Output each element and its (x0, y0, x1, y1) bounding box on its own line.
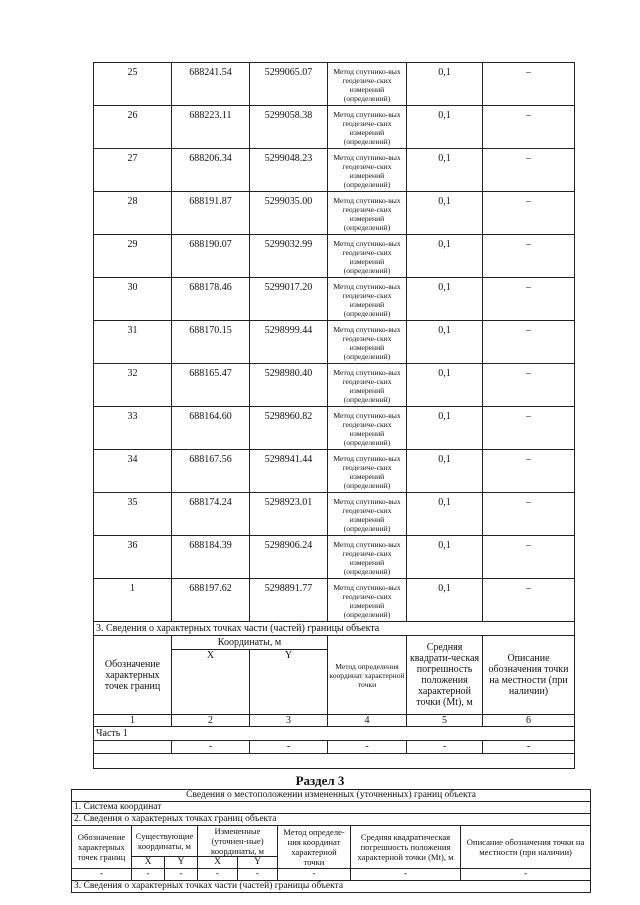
part-dash-precision: - (407, 741, 483, 754)
sec3-points-heading: 2. Сведения о характерных точках границ объекта (72, 814, 591, 826)
method-line-4: (определений) (343, 524, 391, 533)
method-line-1: Метод спутнико-вых (333, 67, 401, 76)
coordinate-x: 688191.87 (172, 192, 250, 235)
measurement-method (328, 364, 407, 407)
point-description: – (483, 149, 575, 192)
method-line-3: измерений (349, 386, 385, 395)
coordinate-x: 688190.07 (172, 235, 250, 278)
point-description: – (483, 450, 575, 493)
coordinate-y: 5298891.77 (250, 579, 328, 622)
point-description: – (483, 192, 575, 235)
method-line-1: Метод спутнико-вых (333, 325, 401, 334)
coordinate-x: 688184.39 (172, 536, 250, 579)
method-line-2: геодезиче-ских (342, 506, 392, 515)
changed-boundaries-table (71, 789, 591, 893)
sec3-existing-x: X (132, 857, 165, 869)
method-line-4: (определений) (343, 94, 391, 103)
header-description: Описание обозначения точки на местности (при наличии) (483, 636, 575, 715)
method-line-1: Метод спутнико-вых (333, 368, 401, 377)
precision-value: 0,1 (407, 579, 483, 622)
measurement-method (328, 106, 407, 149)
method-line-4: (определений) (343, 438, 391, 447)
method-line-3: измерений (349, 128, 385, 137)
point-number: 1 (94, 579, 172, 622)
method-line-3: измерений (349, 300, 385, 309)
point-number: 30 (94, 278, 172, 321)
method-line-2: геодезиче-ских (342, 377, 392, 386)
precision-value: 0,1 (407, 106, 483, 149)
sec3-line3-row (72, 881, 591, 893)
table-row (94, 278, 575, 321)
method-line-4: (определений) (343, 180, 391, 189)
method-line-3: измерений (349, 472, 385, 481)
header-precision: Средняя квадрати-ческая погрешность положения характерной точки (Mt), м (407, 636, 483, 715)
index-3: 3 (250, 715, 328, 727)
table-row (94, 63, 575, 106)
index-1: 1 (94, 715, 172, 727)
measurement-method (328, 235, 407, 278)
point-description: – (483, 321, 575, 364)
table-row (94, 235, 575, 278)
sec3-coord-system: 1. Система координат (72, 802, 591, 814)
point-description: – (483, 536, 575, 579)
sec3-header-precision: Средняя квадратическая погрешность положения характерной точки (Mt), м (351, 826, 461, 869)
coordinate-x: 688174.24 (172, 493, 250, 536)
sec3-dash-1: - (72, 869, 132, 881)
part-label-row (94, 727, 575, 741)
point-description: – (483, 235, 575, 278)
measurement-method (328, 536, 407, 579)
point-number: 32 (94, 364, 172, 407)
point-number: 29 (94, 235, 172, 278)
method-line-1: Метод спутнико-вых (333, 454, 401, 463)
method-line-2: геодезиче-ских (342, 463, 392, 472)
sec3-line2-row (72, 814, 591, 826)
coordinate-y: 5298999.44 (250, 321, 328, 364)
point-description: – (483, 63, 575, 106)
precision-value: 0,1 (407, 149, 483, 192)
table-row (94, 536, 575, 579)
sec3-header-row-1 (72, 826, 591, 857)
method-line-1: Метод спутнико-вых (333, 196, 401, 205)
measurement-method (328, 278, 407, 321)
measurement-method (328, 149, 407, 192)
method-line-3: измерений (349, 85, 385, 94)
precision-value: 0,1 (407, 235, 483, 278)
sec3-part-heading: 3. Сведения о характерных точках части (частей) границы объекта (72, 881, 591, 893)
precision-value: 0,1 (407, 493, 483, 536)
method-line-2: геодезиче-ских (342, 162, 392, 171)
method-line-4: (определений) (343, 309, 391, 318)
table-row (94, 106, 575, 149)
method-line-2: геодезиче-ских (342, 334, 392, 343)
sec3-existing-y: Y (165, 857, 198, 869)
method-line-1: Метод спутнико-вых (333, 239, 401, 248)
index-5: 5 (407, 715, 483, 727)
coordinate-y: 5299065.07 (250, 63, 328, 106)
point-description: – (483, 407, 575, 450)
point-number: 36 (94, 536, 172, 579)
point-description: – (483, 493, 575, 536)
point-number: 26 (94, 106, 172, 149)
header-method: Метод определения координат характерной точки (328, 636, 407, 715)
coordinate-y: 5299017.20 (250, 278, 328, 321)
part-dash-x: - (172, 741, 250, 754)
part-section-title: 3. Сведения о характерных точках части (частей) границы объекта (94, 622, 575, 636)
method-line-4: (определений) (343, 137, 391, 146)
coordinate-x: 688223.11 (172, 106, 250, 149)
table-row (94, 493, 575, 536)
header-y: Y (250, 650, 328, 715)
point-number: 34 (94, 450, 172, 493)
sec3-changed-x: X (198, 857, 238, 869)
method-line-3: измерений (349, 558, 385, 567)
method-line-4: (определений) (343, 395, 391, 404)
point-description: – (483, 278, 575, 321)
point-number: 28 (94, 192, 172, 235)
header-designation: Обозначение характерных точек границ (94, 636, 172, 715)
sec3-dash-2: - (132, 869, 165, 881)
method-line-4: (определений) (343, 481, 391, 490)
sec3-header-designation: Обозначение характерных точек границ (72, 826, 132, 869)
method-line-1: Метод спутнико-вых (333, 411, 401, 420)
coordinate-x: 688170.15 (172, 321, 250, 364)
point-description: – (483, 106, 575, 149)
part-empty-row (94, 741, 575, 754)
table-row (94, 450, 575, 493)
method-line-2: геодезиче-ских (342, 549, 392, 558)
method-line-2: геодезиче-ских (342, 248, 392, 257)
boundary-points-table (93, 62, 575, 769)
method-line-4: (определений) (343, 266, 391, 275)
sec3-caption-row (72, 790, 591, 802)
boundary-points-body (94, 63, 575, 769)
part-blank-row (94, 754, 575, 769)
method-line-4: (определений) (343, 567, 391, 576)
point-number: 33 (94, 407, 172, 450)
part-header-row-1 (94, 636, 575, 650)
measurement-method (328, 321, 407, 364)
sec3-line1-row (72, 802, 591, 814)
method-line-1: Метод спутнико-вых (333, 497, 401, 506)
method-line-3: измерений (349, 601, 385, 610)
precision-value: 0,1 (407, 192, 483, 235)
sec3-changed-y: Y (238, 857, 278, 869)
part-dash-y: - (250, 741, 328, 754)
measurement-method (328, 407, 407, 450)
header-x: X (172, 650, 250, 715)
section-3-title: Раздел 3 (295, 773, 345, 788)
coordinate-y: 5299048.23 (250, 149, 328, 192)
precision-value: 0,1 (407, 450, 483, 493)
precision-value: 0,1 (407, 364, 483, 407)
point-number: 31 (94, 321, 172, 364)
coordinate-y: 5299058.38 (250, 106, 328, 149)
coordinate-x: 688178.46 (172, 278, 250, 321)
method-line-1: Метод спутнико-вых (333, 110, 401, 119)
sec3-header-description: Описание обозначения точки на местности (при наличии) (461, 826, 591, 869)
method-line-2: геодезиче-ских (342, 420, 392, 429)
point-number: 35 (94, 493, 172, 536)
method-line-4: (определений) (343, 610, 391, 619)
part-label: Часть 1 (94, 727, 575, 741)
coordinate-y: 5298960.82 (250, 407, 328, 450)
header-coordinates: Координаты, м (172, 636, 328, 650)
table-row (94, 149, 575, 192)
part-dash-method: - (328, 741, 407, 754)
table-row (94, 192, 575, 235)
coordinate-y: 5298980.40 (250, 364, 328, 407)
method-line-4: (определений) (343, 352, 391, 361)
method-line-2: геодезиче-ских (342, 291, 392, 300)
part-section-title-row (94, 622, 575, 636)
method-line-2: геодезиче-ских (342, 119, 392, 128)
part-dash-description: - (483, 741, 575, 754)
precision-value: 0,1 (407, 63, 483, 106)
precision-value: 0,1 (407, 536, 483, 579)
sec3-dash-4: - (198, 869, 238, 881)
method-line-3: измерений (349, 429, 385, 438)
point-description: – (483, 364, 575, 407)
sec3-dash-8: - (461, 869, 591, 881)
method-line-3: измерений (349, 343, 385, 352)
table-row (94, 407, 575, 450)
method-line-2: геодезиче-ских (342, 205, 392, 214)
coordinate-x: 688206.34 (172, 149, 250, 192)
coordinate-y: 5298941.44 (250, 450, 328, 493)
method-line-2: геодезиче-ских (342, 592, 392, 601)
method-line-1: Метод спутнико-вых (333, 583, 401, 592)
sec3-header-method: Метод определе-ния координат характерной точки (278, 826, 351, 869)
table-row (94, 579, 575, 622)
point-number: 27 (94, 149, 172, 192)
coordinate-x: 688197.62 (172, 579, 250, 622)
sec3-dash-7: - (351, 869, 461, 881)
measurement-method (328, 192, 407, 235)
measurement-method (328, 493, 407, 536)
precision-value: 0,1 (407, 278, 483, 321)
coordinate-x: 688241.54 (172, 63, 250, 106)
coordinate-y: 5299032.99 (250, 235, 328, 278)
index-2: 2 (172, 715, 250, 727)
index-6: 6 (483, 715, 575, 727)
point-description: – (483, 579, 575, 622)
method-line-3: измерений (349, 257, 385, 266)
table-row (94, 321, 575, 364)
measurement-method (328, 450, 407, 493)
coordinate-x: 688164.60 (172, 407, 250, 450)
part-index-row (94, 715, 575, 727)
coordinate-y: 5299035.00 (250, 192, 328, 235)
method-line-1: Метод спутнико-вых (333, 540, 401, 549)
method-line-3: измерений (349, 214, 385, 223)
method-line-3: измерений (349, 515, 385, 524)
coordinate-x: 688167.56 (172, 450, 250, 493)
index-4: 4 (328, 715, 407, 727)
sec3-header-changed: Измененные (уточнен-ные) координаты, м (198, 826, 278, 857)
measurement-method (328, 63, 407, 106)
method-line-1: Метод спутнико-вых (333, 153, 401, 162)
precision-value: 0,1 (407, 321, 483, 364)
coordinate-y: 5298906.24 (250, 536, 328, 579)
sec3-dash-3: - (165, 869, 198, 881)
sec3-dash-6: - (278, 869, 351, 881)
measurement-method (328, 579, 407, 622)
sec3-header-existing: Существующие координаты, м (132, 826, 198, 857)
sec3-dash-row (72, 869, 591, 881)
sec3-caption: Сведения о местоположении измененных (уточненных) границ объекта (72, 790, 591, 802)
point-number: 25 (94, 63, 172, 106)
method-line-4: (определений) (343, 223, 391, 232)
table-row (94, 364, 575, 407)
method-line-3: измерений (349, 171, 385, 180)
sec3-dash-5: - (238, 869, 278, 881)
coordinate-x: 688165.47 (172, 364, 250, 407)
coordinate-y: 5298923.01 (250, 493, 328, 536)
method-line-1: Метод спутнико-вых (333, 282, 401, 291)
method-line-2: геодезиче-ских (342, 76, 392, 85)
precision-value: 0,1 (407, 407, 483, 450)
